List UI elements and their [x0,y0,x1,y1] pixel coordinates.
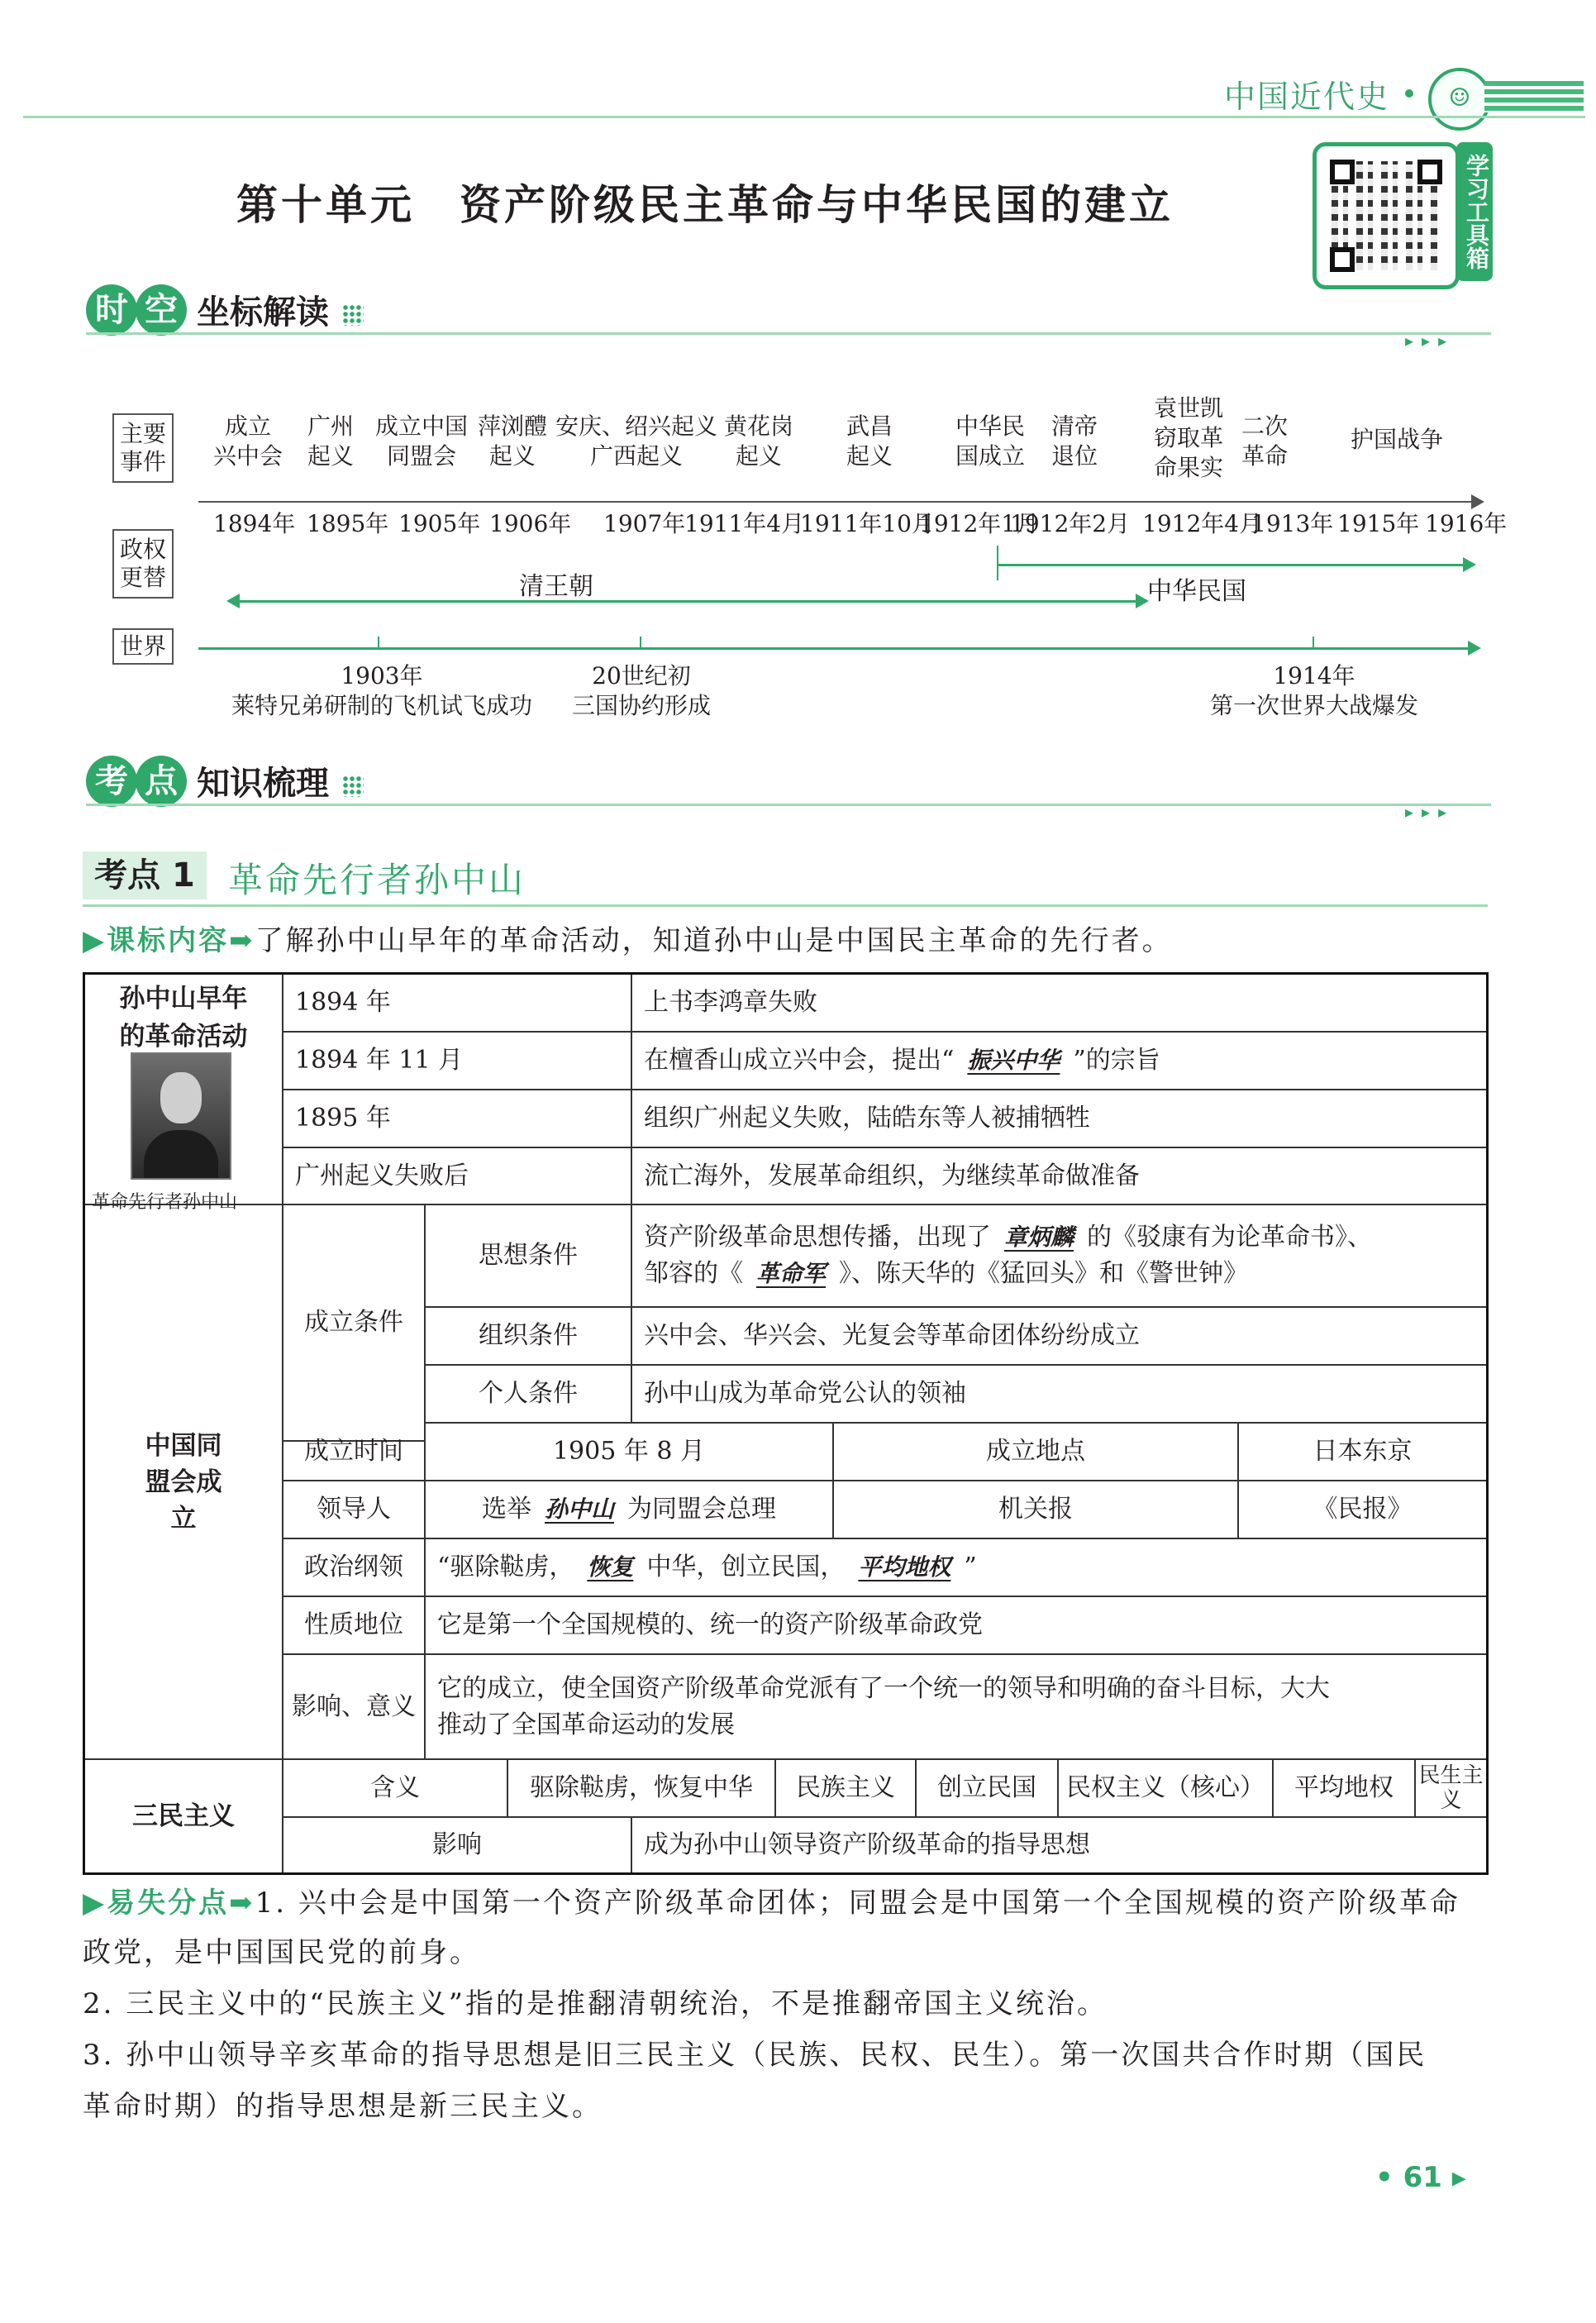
cond-label: 成立条件 [283,1205,426,1442]
dots-icon [342,775,364,797]
place-cell: 日本东京 [1239,1424,1486,1481]
timeline-year: 1905年 [398,510,481,537]
triangle-icon: ▶ [83,1887,107,1920]
section-label: 知识梳理 [197,765,329,803]
early-date: 广州起义失败后 [283,1148,632,1205]
arrow-icon: ➡ [229,924,255,957]
page-number: • 61 ▸ [1375,2161,1466,2194]
timeline-event: 护国战争 [1350,426,1443,453]
timeline-year: 1912年1月 [919,510,1040,537]
thought-cell: 资产阶级革命思想传播，出现了 章炳麟 的《驳康有为论革命书》、 邹容的《 革命军 》、陈天华的《猛回头》和《警世钟》 [632,1205,1486,1308]
timeline-event: 袁世凯 窃取革 命果实 [1153,394,1223,481]
world-tick [1313,637,1314,650]
timeline-event: 安庆、绍兴起义 广西起义 [555,413,717,470]
world-event-1914: 1914年 第一次世界大战爆发 [1209,662,1418,719]
series-title: 中国近代史 [1223,79,1389,115]
regime-qing: 清王朝 [519,572,593,601]
place-label: 成立地点 [834,1424,1239,1481]
timeline-year: 1915年 [1337,510,1420,537]
timeline-event: 成立中国 同盟会 [374,413,468,470]
header-stripes [1484,81,1584,112]
time-cell: 1905 年 8 月 [426,1424,834,1481]
world-axis [198,647,1471,650]
section-rule [86,804,1491,806]
early-event: 组织广州起义失败，陆皓东等人被捕牺牲 [632,1090,1486,1148]
timeline-event: 二次 革命 [1241,413,1288,470]
nature-cell: 它是第一个全国规模的、统一的资产阶级革命政党 [426,1597,1486,1655]
three-header: 三民主义 [85,1760,283,1872]
timeline-year: 1916年 [1425,510,1508,537]
timeline-event: 黄花岗 起义 [723,413,793,470]
student-logo-icon: ☺ [1428,68,1491,131]
answer-blank: 孙中山 [544,1495,614,1523]
qing-arrow [236,600,1137,603]
timeline-year: 1911年4月 [684,510,805,537]
timeline-row-regime: 政权更替 [112,529,174,599]
personal-cell: 孙中山成为革命党公认的领袖 [632,1366,1486,1424]
arrow-icon: ➡ [229,1887,255,1920]
timeline-event: 武昌 起义 [846,413,893,470]
arrow-right-icon [1463,557,1476,572]
note-1-line-1: ▶易失分点➡1. 兴中会是中国第一个资产阶级革命团体；同盟会是中国第一个全国规模的资产阶级革命 [83,1887,1460,1920]
timeline-event: 清帝 退位 [1051,413,1098,470]
answer-blank: 恢复 [587,1553,634,1581]
arrow-left-icon [226,594,240,608]
league-header: 中国同盟会成立 [85,1205,283,1760]
early-header-cell [85,975,283,1213]
timeline-event: 中华民 国成立 [955,413,1025,470]
timeline-event: 广州 起义 [307,413,354,470]
section-badge: 点 [136,756,187,807]
principle-item: 民生主义 [1416,1760,1486,1818]
time-label: 成立时间 [283,1424,426,1481]
organ-label: 机关报 [834,1481,1239,1539]
principle-item: 创立民国 [917,1760,1059,1818]
note-1-line-2: 政党，是中国国民党的前身。 [83,1936,480,1969]
section-rule [86,332,1491,335]
personal-label: 个人条件 [426,1366,632,1424]
principle-item: 驱除鞑虏，恢复中华 [508,1760,776,1818]
thought-label: 思想条件 [426,1205,632,1308]
org-label: 组织条件 [426,1308,632,1366]
kaodian-rule [83,904,1488,907]
world-tick [378,637,379,650]
answer-blank: 革命军 [756,1260,827,1287]
answer-blank: 振兴中华 [967,1047,1060,1074]
sun-yat-sen-portrait [131,1052,231,1180]
triangle-icon: ▶ [83,924,107,957]
world-event-1903: 1903年 莱特兄弟研制的飞机试飞成功 [231,662,532,719]
arrows-icon: ▸▸▸ [1405,331,1455,351]
answer-blank: 章炳麟 [1004,1224,1074,1251]
timeline-event: 萍浏醴 起义 [477,413,547,470]
leader-cell: 选举 孙中山 为同盟会总理 [426,1481,834,1539]
kaodian-tag: 考点 1 [83,851,207,899]
portrait-caption: 革命先行者孙中山 [92,1192,238,1213]
leader-label: 领导人 [283,1481,426,1539]
principle-item: 民权主义（核心） [1059,1760,1274,1818]
requirement-line [83,924,1173,957]
header-rule [23,116,1585,118]
timeline-row-world: 世界 [112,628,174,665]
regime-roc: 中华民国 [1147,577,1246,606]
meaning-label: 含义 [283,1760,508,1818]
kaodian-title: 革命先行者孙中山 [228,860,526,900]
knowledge-table [83,972,1489,1875]
nature-label: 性质地位 [283,1597,426,1655]
timeline-year: 1912年4月 [1142,510,1263,537]
early-date: 1895 年 [283,1090,632,1148]
principle-item: 民族主义 [776,1760,917,1818]
program-label: 政治纲领 [283,1539,426,1597]
notes-label: 易失分点 [107,1887,230,1920]
timeline-year: 1912年2月 [1010,510,1131,537]
dots-icon [342,304,364,326]
early-event: 上书李鸿章失败 [632,975,1486,1033]
timeline-axis [198,501,1473,503]
program-cell: “驱除鞑虏， 恢复 中华，创立民国， 平均地权 ” [426,1539,1486,1597]
three-impact-cell: 成为孙中山领导资产阶级革命的指导思想 [644,1830,1090,1859]
section-label: 坐标解读 [197,293,329,332]
unit-title: 第十单元 资产阶级民主革命与中华民国的建立 [236,181,1174,229]
qr-code-icon[interactable] [1313,142,1460,289]
toolbox-tab[interactable]: 学习工具箱 [1456,142,1493,281]
early-header: 孙中山早年的革命活动 [119,984,248,1052]
arrow-right-icon [1468,641,1481,656]
arrows-icon: ▸▸▸ [1405,802,1455,822]
timeline-year: 1911年10月 [800,510,935,537]
roc-start-tick [997,546,998,580]
answer-blank: 平均地权 [858,1553,951,1581]
section-badge: 考 [86,756,137,807]
impact-cell: 它的成立，使全国资产阶级革命党派有了一个统一的领导和明确的奋斗目标，大大 推动了全国革命运动的发展 [426,1655,1486,1760]
section-badge: 时 [86,284,137,336]
timeline-year: 1913年 [1251,510,1334,537]
timeline-year: 1894年 [213,510,296,537]
early-event: 流亡海外，发展革命组织，为继续革命做准备 [632,1148,1486,1205]
organ-cell: 《民报》 [1239,1481,1486,1539]
roc-arrow [997,564,1465,566]
three-impact-label: 影响 [283,1818,632,1872]
world-event-20c: 20世纪初 三国协约形成 [571,662,711,719]
world-tick [640,637,641,650]
note-2: 2. 三民主义中的“民族主义”指的是推翻清朝统治，不是推翻帝国主义统治。 [83,1987,1108,2020]
timeline-year: 1895年 [307,510,389,537]
requirement-label: 课标内容 [107,924,230,957]
early-date: 1894 年 11 月 [283,1033,632,1090]
org-cell: 兴中会、华兴会、光复会等革命团体纷纷成立 [632,1308,1486,1366]
section-badge: 空 [136,284,187,336]
requirement-text: 了解孙中山早年的革命活动，知道孙中山是中国民主革命的先行者。 [255,924,1173,957]
early-event: 在檀香山成立兴中会，提出“ 振兴中华 ”的宗旨 [632,1033,1486,1090]
header-dot [1405,89,1413,98]
timeline-event: 成立 兴中会 [212,413,283,470]
principle-item: 平均地权 [1274,1760,1416,1818]
timeline-year: 1907年 [603,510,686,537]
timeline-year: 1906年 [489,510,572,537]
impact-label: 影响、意义 [283,1655,426,1760]
timeline-row-events: 主要事件 [112,413,174,483]
early-date: 1894 年 [283,975,632,1033]
note-3-line-2: 革命时期）的指导思想是新三民主义。 [83,2090,603,2123]
note-3-line-1: 3. 孙中山领导辛亥革命的指导思想是旧三民主义（民族、民权、民生）。第一次国共合作时期（国民 [83,2039,1427,2072]
